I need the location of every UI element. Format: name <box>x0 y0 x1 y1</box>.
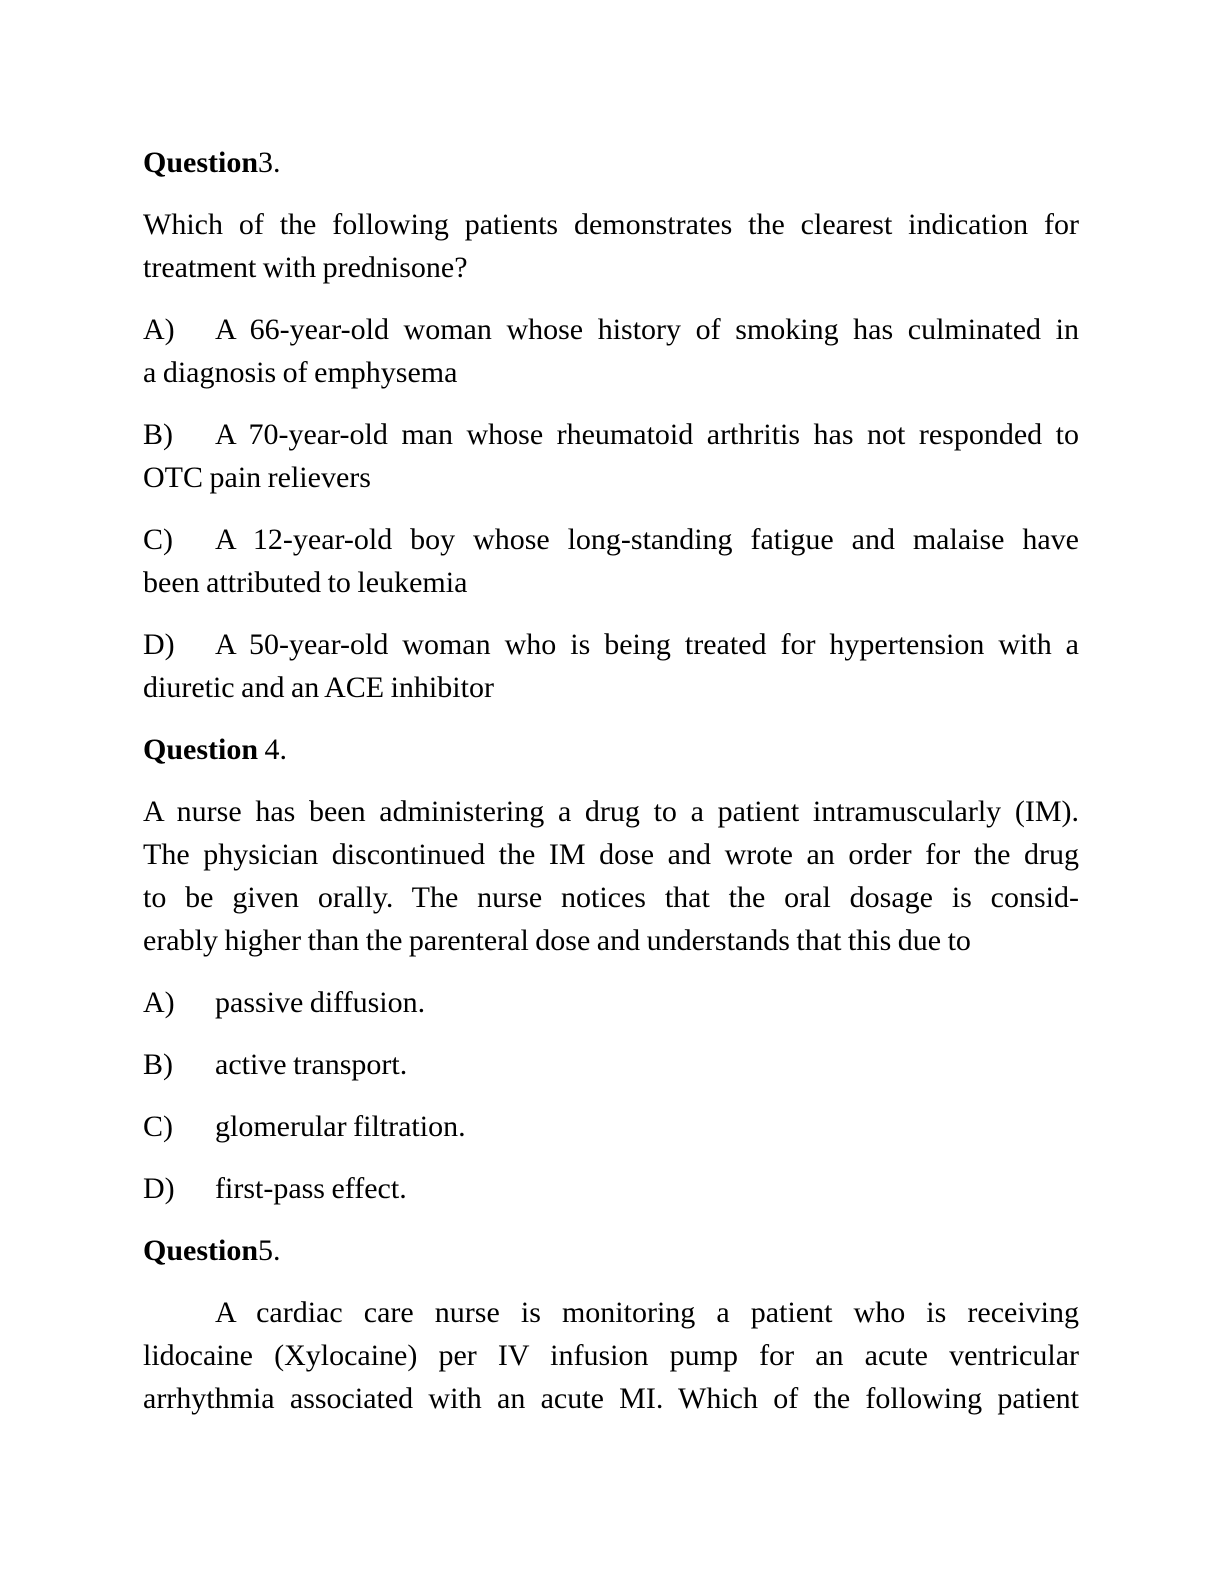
line-text: A 12-year-old boy whose long-standing fatigue and malaise have <box>215 523 1079 556</box>
option-label: A) <box>143 313 175 346</box>
text-line <box>143 203 1079 246</box>
text-line <box>143 1043 1079 1086</box>
option-label: D) <box>143 1172 175 1205</box>
option-label: A) <box>143 986 175 1019</box>
text-line <box>143 351 1079 394</box>
line-text: lidocaine (Xylocaine) per IV infusion pump for an acute ventricular <box>143 1339 1079 1372</box>
question-paragraph <box>143 1291 1079 1420</box>
option-label: C) <box>143 1110 173 1143</box>
text-line <box>143 1377 1079 1420</box>
question-heading <box>143 728 1079 771</box>
text-line <box>143 1105 1079 1148</box>
question-number: 4. <box>258 733 288 766</box>
line-text: Which of the following patients demonstrates the clearest indication for <box>143 208 1079 241</box>
option-label: D) <box>143 628 175 661</box>
question-paragraph <box>143 203 1079 289</box>
answer-option <box>143 518 1079 604</box>
text-line <box>143 623 1079 666</box>
line-text: to be given orally. The nurse notices that the oral dosage is consid- <box>143 881 1079 914</box>
text-line <box>143 919 1079 962</box>
line-text: a diagnosis of emphysema <box>143 356 458 389</box>
option-label: B) <box>143 418 173 451</box>
line-text: arrhythmia associated with an acute MI. Which of the following patient <box>143 1382 1079 1415</box>
question-word: Question <box>143 1234 259 1267</box>
question-number: 3. <box>258 146 281 179</box>
text-line <box>143 876 1079 919</box>
line-text: OTC pain relievers <box>143 461 371 494</box>
answer-option <box>143 1167 1079 1210</box>
line-text: treatment with prednisone? <box>143 251 468 284</box>
text-line <box>143 246 1079 289</box>
line-text: passive diffusion. <box>215 986 426 1019</box>
line-text: The physician discontinued the IM dose and wrote an order for the drug <box>143 838 1079 871</box>
option-label: C) <box>143 523 173 556</box>
answer-option <box>143 1043 1079 1086</box>
question-paragraph <box>143 790 1079 962</box>
text-line <box>143 1291 1079 1334</box>
question-heading <box>143 141 1079 184</box>
text-line <box>143 413 1079 456</box>
line-text: active transport. <box>215 1048 408 1081</box>
text-line <box>143 1334 1079 1377</box>
text-line <box>143 308 1079 351</box>
heading-line <box>143 141 1079 184</box>
line-text: A nurse has been administering a drug to a patient intramuscularly (IM). <box>143 795 1079 828</box>
question-word: Question <box>143 146 259 179</box>
line-text: A 50-year-old woman who is being treated for hypertension with a <box>215 628 1079 661</box>
question-number: 5. <box>258 1234 281 1267</box>
text-line <box>143 666 1079 709</box>
answer-option <box>143 413 1079 499</box>
question-heading <box>143 1229 1079 1272</box>
text-line <box>143 456 1079 499</box>
question-word: Question <box>143 733 259 766</box>
line-text: glomerular filtration. <box>215 1110 466 1143</box>
text-line <box>143 833 1079 876</box>
text-line <box>143 981 1079 1024</box>
text-line <box>143 518 1079 561</box>
line-text: A cardiac care nurse is monitoring a patient who is receiving <box>215 1296 1079 1329</box>
line-text: been attributed to leukemia <box>143 566 468 599</box>
document-content <box>143 141 1079 1439</box>
option-label: B) <box>143 1048 173 1081</box>
answer-option <box>143 1105 1079 1148</box>
line-text: diuretic and an ACE inhibitor <box>143 671 494 704</box>
text-line <box>143 1167 1079 1210</box>
heading-line <box>143 728 1079 771</box>
text-line <box>143 790 1079 833</box>
answer-option <box>143 308 1079 394</box>
answer-option <box>143 623 1079 709</box>
text-line <box>143 561 1079 604</box>
heading-line <box>143 1229 1079 1272</box>
line-text: A 70-year-old man whose rheumatoid arthritis has not responded to <box>215 418 1079 451</box>
line-text: first-pass effect. <box>215 1172 407 1205</box>
line-text: erably higher than the parenteral dose and understands that this due to <box>143 924 971 957</box>
line-text: A 66-year-old woman whose history of smoking has culminated in <box>215 313 1079 346</box>
answer-option <box>143 981 1079 1024</box>
